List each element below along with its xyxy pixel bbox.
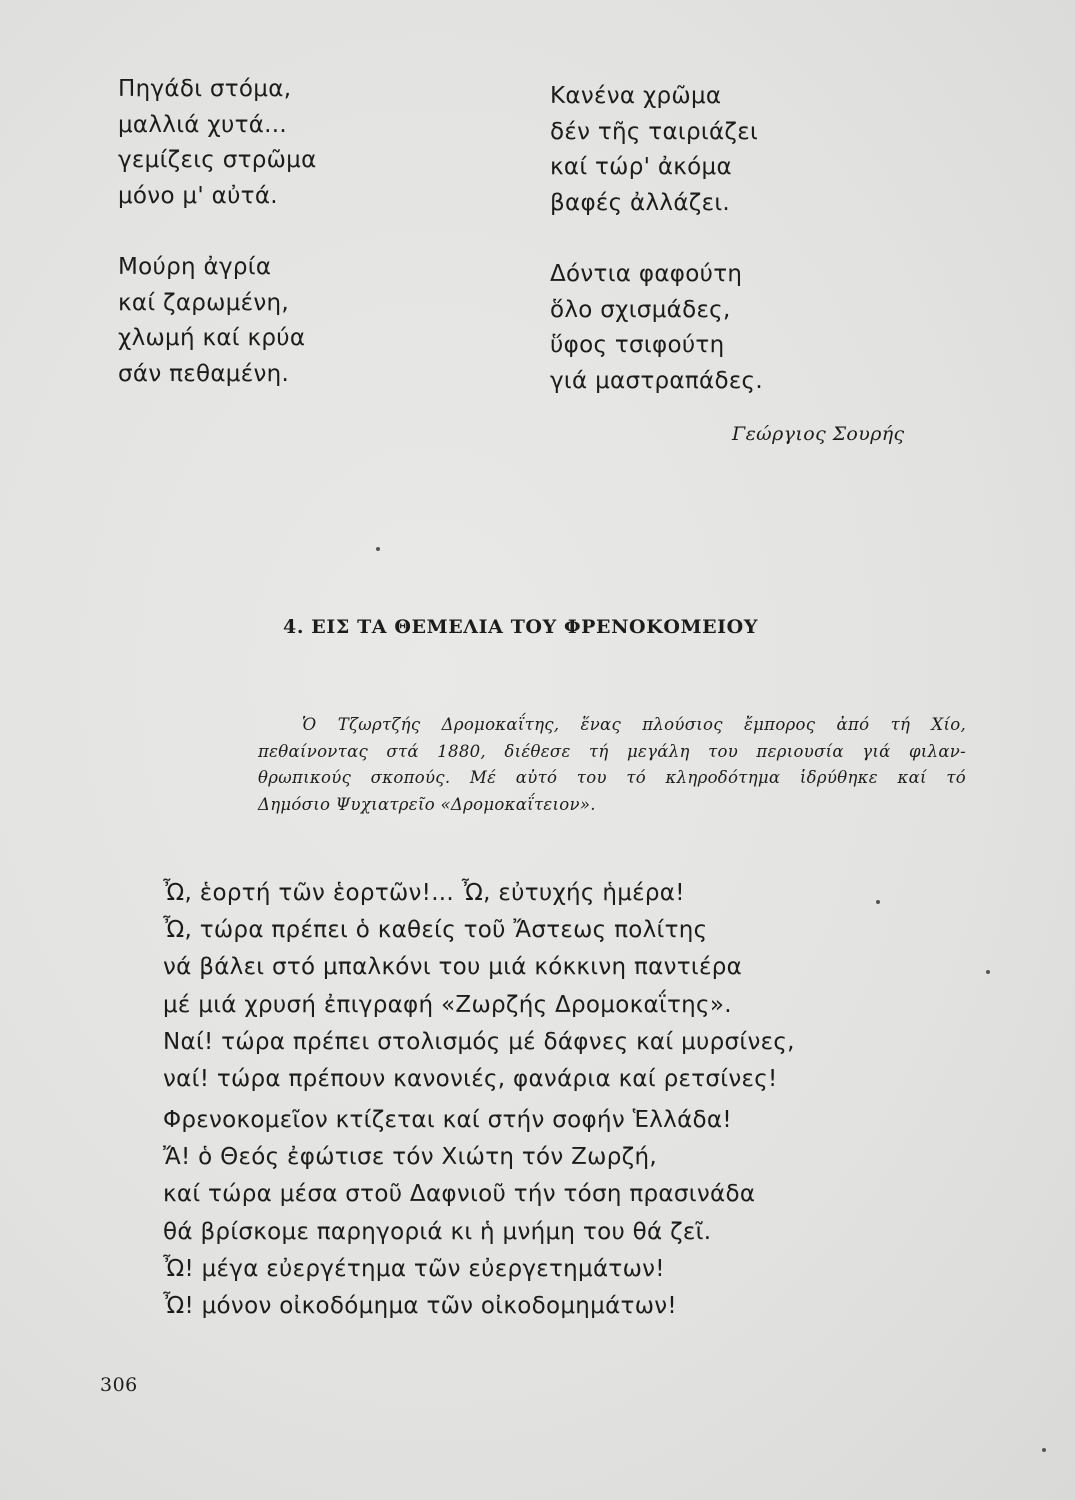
verse-line: Κανένα χρῶμα [550, 83, 722, 109]
top-poem-stanza-4 [550, 257, 763, 399]
top-poem-stanza-2 [118, 250, 305, 392]
verse-line: ναί! τώρα πρέπουν κανονιές, φανάρια καί ρετσίνες! [163, 1066, 778, 1093]
intro-line: Δημόσιο Ψυχιατρεῖο «Δρομοκαΐτειον». [258, 794, 596, 814]
verse-line: Δόντια φαφούτη [550, 261, 743, 287]
verse-line: βαφές ἀλλάζει. [550, 189, 731, 216]
verse-line: Ἄ! ὁ Θεός ἐφώτισε τόν Χιώτη τόν Ζωρζή, [163, 1144, 657, 1171]
top-poem-stanza-1 [118, 72, 317, 214]
verse-line: γιά μαστραπάδες. [550, 367, 763, 394]
verse-line: καί τώρ' ἀκόμα [550, 154, 732, 180]
verse-line: ὅλο σχισμάδες, [550, 296, 731, 323]
intro-line: πεθαίνοντας στά 1880, διέθεσε τή μεγάλη του περιουσία γιά φιλαν- [258, 741, 966, 761]
verse-line: καί ζαρωμένη, [118, 289, 290, 316]
verse-line: ὕφος τσιφούτη [550, 332, 725, 358]
verse-line: σάν πεθαμένη. [118, 360, 290, 387]
page-number: 306 [100, 1374, 138, 1396]
print-speck [1042, 1448, 1046, 1452]
print-speck [986, 970, 990, 974]
verse-line: γεμίζεις στρῶμα [118, 147, 317, 173]
print-speck [876, 900, 880, 904]
section-heading: 4. ΕΙΣ ΤΑ ΘΕΜΕΛΙΑ ΤΟΥ ΦΡΕΝΟΚΟΜΕΙΟΥ [283, 616, 758, 638]
verse-line: χλωμή καί κρύα [118, 325, 306, 351]
verse-line: μόνο μ' αὐτά. [118, 182, 278, 209]
verse-line: θά βρίσκομε παρηγοριά κι ἡ μνήμη του θά ζεῖ. [163, 1218, 712, 1245]
intro-line: θρωπικούς σκοπούς. Μέ αὐτό του τό κληροδότημα ἱδρύθηκε καί τό [258, 768, 966, 787]
verse-line: Ὦ, τώρα πρέπει ὁ καθείς τοῦ Ἄστεως πολίτης [163, 917, 708, 944]
verse-line: μαλλιά χυτά... [118, 111, 288, 138]
bottom-poem-stanza-1 [163, 875, 795, 1098]
verse-line: Ὦ! μόνον οἰκοδόμημα τῶν οἰκοδομημάτων! [163, 1293, 677, 1320]
verse-line: Ὦ, ἑορτή τῶν ἑορτῶν!... Ὦ, εὐτυχής ἡμέρα! [163, 880, 685, 906]
verse-line: Μούρη ἀγρία [118, 254, 272, 280]
intro-line: Ὁ Τζωρτζής Δρομοκαΐτης, ἕνας πλούσιος ἔμπορος ἀπό τή Χίο, [302, 715, 966, 734]
verse-line: Ναί! τώρα πρέπει στολισμός μέ δάφνες καί μυρσίνες, [163, 1028, 795, 1055]
verse-line: δέν τῆς ταιριάζει [550, 118, 759, 145]
verse-line: Φρενοκομεῖον κτίζεται καί στήν σοφήν Ἑλλάδα! [163, 1107, 732, 1133]
section-intro [258, 712, 966, 818]
bottom-poem-stanza-2 [163, 1102, 755, 1325]
poem-author: Γεώργιος Σουρής [732, 423, 905, 445]
top-poem-stanza-3 [550, 79, 758, 221]
verse-line: Πηγάδι στόμα, [118, 76, 292, 102]
verse-line: νά βάλει στό μπαλκόνι του μιά κόκκινη παντιέρα [163, 954, 743, 981]
verse-line: καί τώρα μέσα στοῦ Δαφνιοῦ τήν τόση πρασινάδα [163, 1181, 756, 1208]
verse-line: Ὦ! μέγα εὐεργέτημα τῶν εὐεργετημάτων! [163, 1255, 665, 1282]
verse-line: μέ μιά χρυσή ἐπιγραφή «Ζωρζής Δρομοκαΐτης». [163, 991, 732, 1018]
print-speck [376, 547, 380, 551]
